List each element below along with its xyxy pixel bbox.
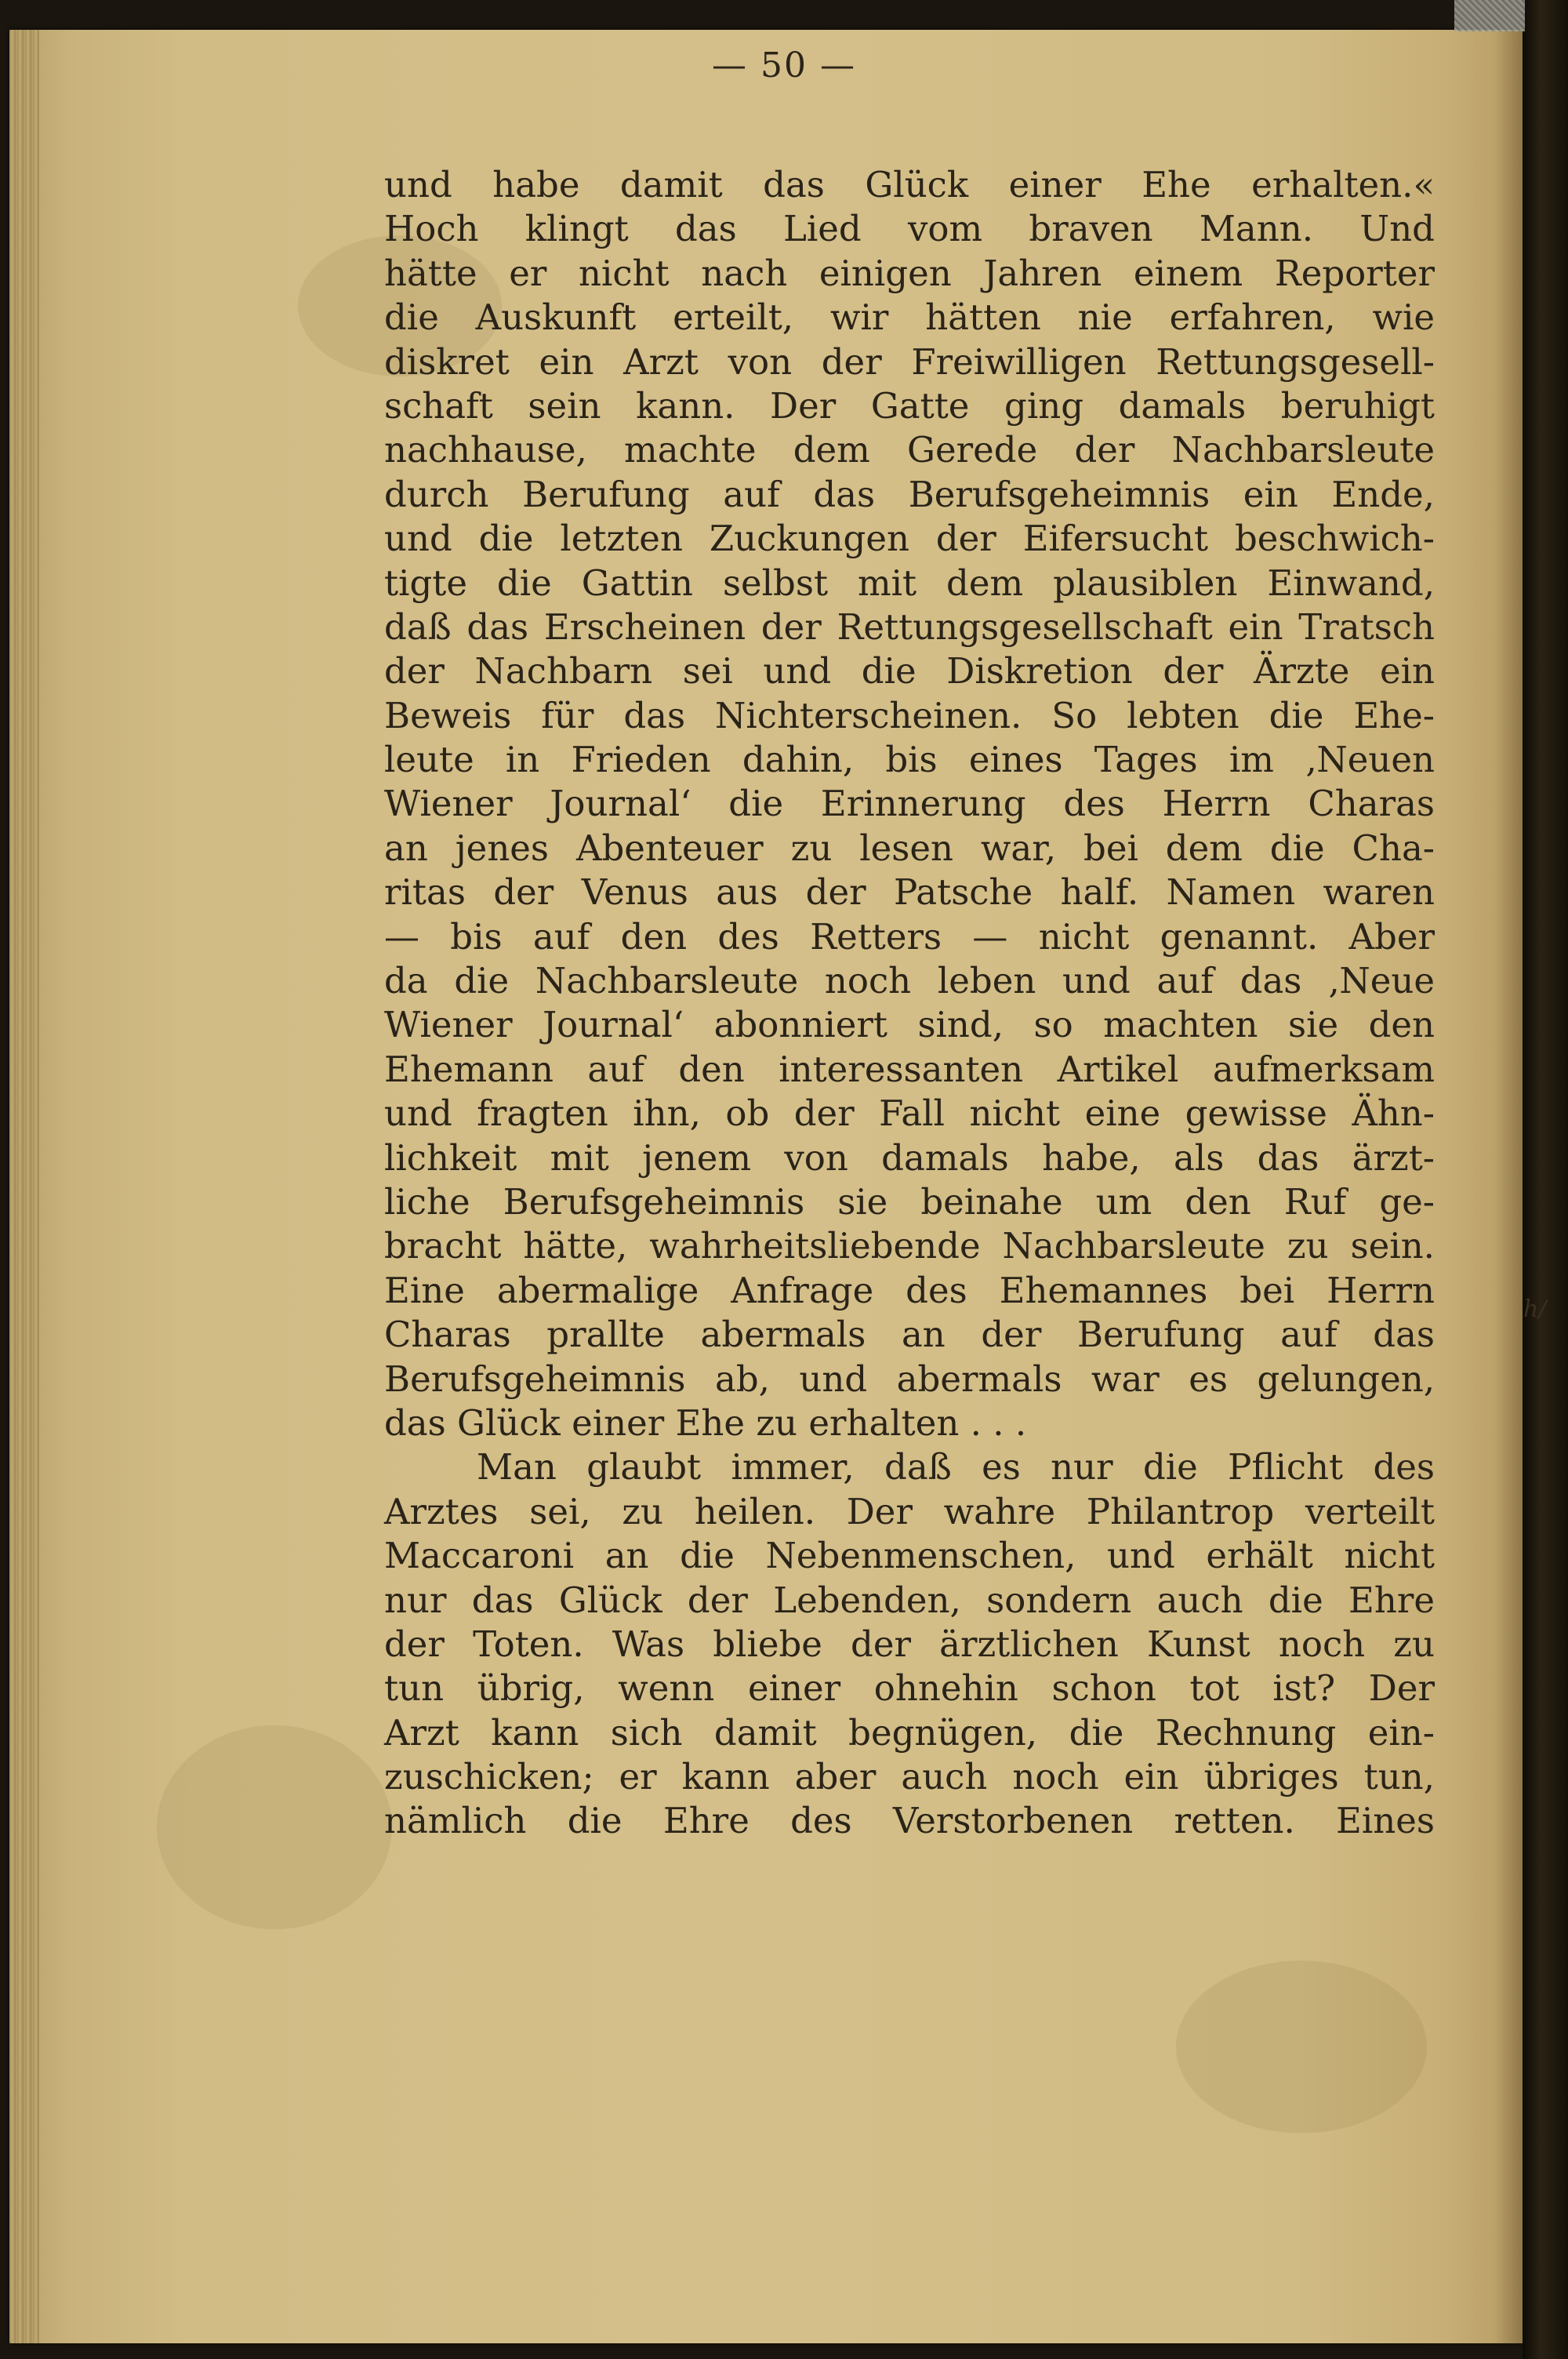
paragraph — [384, 1445, 1435, 1844]
text-line: bracht hätte, wahrheitsliebende Nachbarsleute zu sein. — [384, 1225, 1435, 1267]
text-line: nachhause, machte dem Gerede der Nachbarsleute — [384, 429, 1435, 471]
page-edge-left — [9, 30, 39, 2343]
text-line: Wiener Journal‘ abonniert sind, so machten sie den — [384, 1004, 1435, 1046]
paper-stain — [1176, 1961, 1427, 2133]
text-line: leute in Frieden dahin, bis eines Tages im ‚Neuen — [384, 739, 1435, 781]
text-line: ritas der Venus aus der Patsche half. Namen waren — [384, 871, 1435, 914]
text-line: und die letzten Zuckungen der Eifersucht beschwich- — [384, 518, 1435, 560]
text-line: Arztes sei, zu heilen. Der wahre Philantrop verteilt — [384, 1490, 1435, 1532]
text-line: die Auskunft erteilt, wir hätten nie erfahren, wie — [384, 296, 1435, 339]
margin-annotation: h/ — [1523, 1296, 1547, 1323]
body-text — [384, 163, 1435, 1844]
text-line: liche Berufsgeheimnis sie beinahe um den Ruf ge- — [384, 1180, 1435, 1223]
book-spine — [1523, 0, 1568, 2359]
text-line: Wiener Journal‘ die Erinnerung des Herrn Charas — [384, 783, 1435, 825]
page-number: — 50 — — [712, 45, 856, 85]
page-edge-right — [1494, 30, 1523, 2343]
text-line: das Glück einer Ehe zu erhalten . . . — [384, 1401, 1027, 1444]
text-line: an jenes Abenteuer zu lesen war, bei dem die Cha- — [384, 827, 1435, 869]
text-line: Maccaroni an die Nebenmenschen, und erhält nicht — [384, 1535, 1435, 1577]
text-line: Berufsgeheimnis ab, und abermals war es gelungen, — [384, 1358, 1435, 1400]
text-line: daß das Erscheinen der Rettungsgesellschaft ein Tratsch — [384, 605, 1435, 648]
text-line: Ehemann auf den interessanten Artikel aufmerksam — [384, 1048, 1435, 1090]
text-line: hätte er nicht nach einigen Jahren einem Reporter — [384, 252, 1435, 294]
text-line: nämlich die Ehre des Verstorbenen retten. Eines — [384, 1800, 1435, 1842]
text-line: nur das Glück der Lebenden, sondern auch die Ehre — [384, 1579, 1435, 1621]
text-line: Charas prallte abermals an der Berufung auf das — [384, 1314, 1435, 1356]
text-line: — bis auf den des Retters — nicht genannt. Aber — [384, 915, 1435, 958]
text-line: lichkeit mit jenem von damals habe, als das ärzt- — [384, 1136, 1435, 1179]
text-line: durch Berufung auf das Berufsgeheimnis ein Ende, — [384, 473, 1435, 515]
text-line: der Nachbarn sei und die Diskretion der Ärzte ein — [384, 650, 1435, 692]
text-line: Beweis für das Nichterscheinen. So lebten die Ehe- — [384, 694, 1435, 736]
text-line: Arzt kann sich damit begnügen, die Rechnung ein- — [384, 1711, 1435, 1754]
text-line: zuschicken; er kann aber auch noch ein übriges tun, — [384, 1756, 1435, 1798]
text-line: diskret ein Arzt von der Freiwilligen Rettungsgesell- — [384, 340, 1435, 383]
text-line: Hoch klingt das Lied vom braven Mann. Und — [384, 208, 1435, 250]
text-line: tun übrig, wenn einer ohnehin schon tot ist? Der — [384, 1667, 1435, 1710]
text-line: der Toten. Was bliebe der ärztlichen Kunst noch zu — [384, 1623, 1435, 1665]
text-line: Man glaubt immer, daß es nur die Pflicht des — [477, 1446, 1435, 1488]
text-line: tigte die Gattin selbst mit dem plausiblen Einwand, — [384, 562, 1435, 604]
corner-tab — [1454, 0, 1525, 31]
paper-stain — [157, 1725, 392, 1929]
paragraph — [384, 163, 1435, 1445]
text-line: Eine abermalige Anfrage des Ehemannes bei Herrn — [384, 1269, 1435, 1311]
text-line: schaft sein kann. Der Gatte ging damals beruhigt — [384, 384, 1435, 427]
text-line: da die Nachbarsleute noch leben und auf das ‚Neue — [384, 960, 1435, 1002]
text-line: und fragten ihn, ob der Fall nicht eine gewisse Ähn- — [384, 1092, 1435, 1135]
text-line: und habe damit das Glück einer Ehe erhalten.« — [384, 164, 1435, 205]
